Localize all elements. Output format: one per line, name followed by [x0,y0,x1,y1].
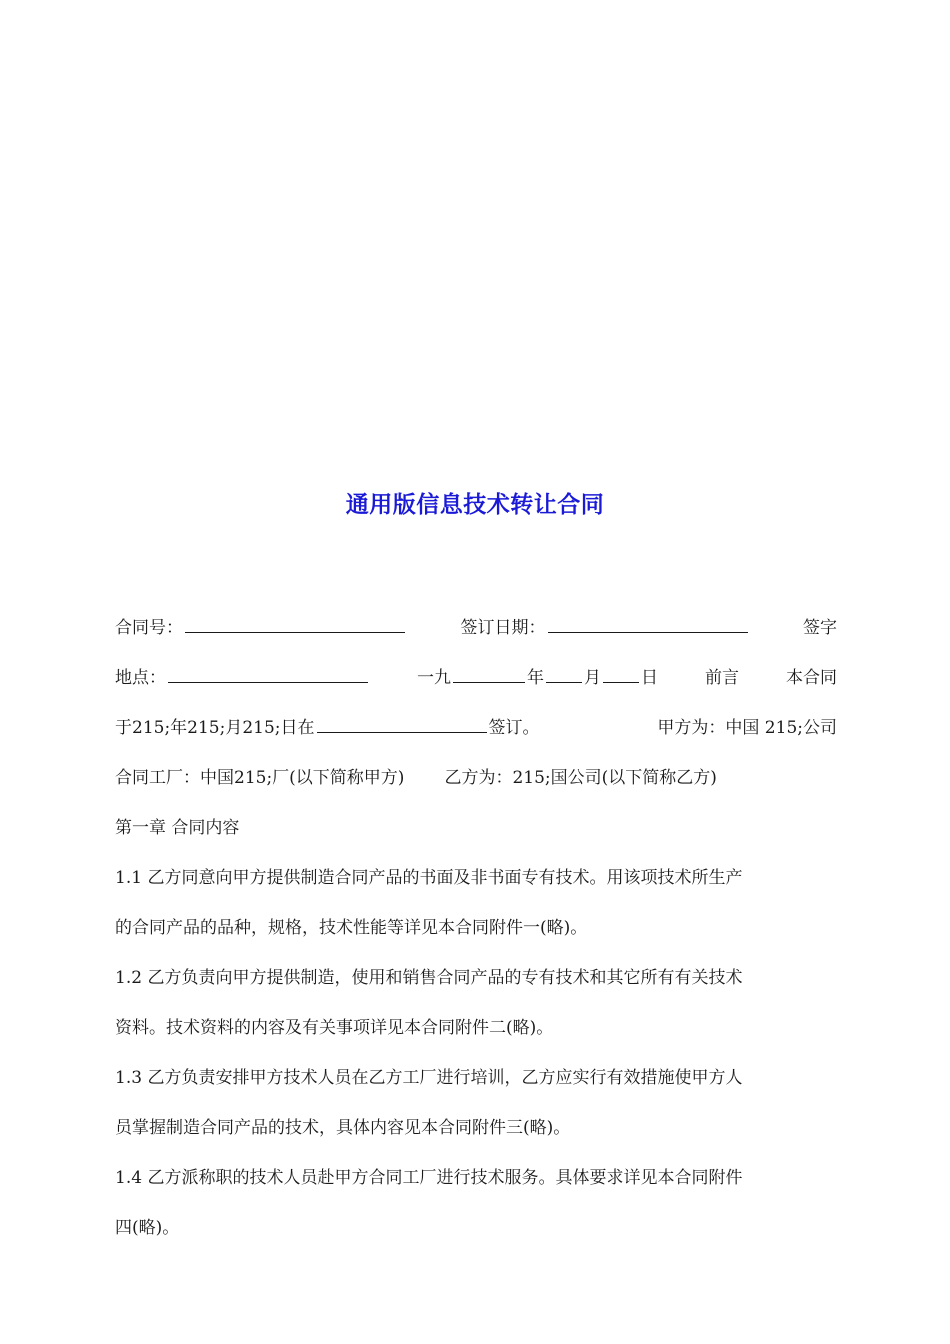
clause-1-3-line-1: 1.3 乙方负责安排甲方技术人员在乙方工厂进行培训，乙方应实行有效措施使甲方人 [115,1068,743,1088]
blank-underline [548,610,748,633]
party-a-text: 甲方为：中国 215;公司 [657,718,837,738]
party-b-text: 乙方为：215;国公司(以下简称乙方) [444,768,717,788]
this-contract-text: 本合同 [786,668,837,688]
party-a-factory-text: 合同工厂：中国215;厂(以下简称甲方) [115,768,405,788]
blank-underline [603,660,639,683]
date-blanks: 一九 年 月 日 [417,653,658,703]
document-title: 通用版信息技术转让合同 [345,492,605,518]
document-body [115,603,837,1253]
clause-1-4-line-1: 1.4 乙方派称职的技术人员赴甲方合同工厂进行技术服务。具体要求详见本合同附件 [115,1168,743,1188]
sign-place-field: 地点： [115,653,370,703]
preface-heading: 前言 [705,668,739,688]
contract-number-field: 合同号： [115,603,407,653]
clause-1-3-line-2: 员掌握制造合同产品的技术，具体内容见本合同附件三(略)。 [115,1118,571,1138]
line-place-date [115,653,837,703]
clause-1-1-line-1: 1.1 乙方同意向甲方提供制造合同产品的书面及非书面专有技术。用该项技术所生产 [115,868,743,888]
clause-1-2-line-2: 资料。技术资料的内容及有关事项详见本合同附件二(略)。 [115,1018,554,1038]
blank-underline [546,660,582,683]
sign-place-label-part1: 签字 [803,618,837,638]
clause-1-1-line-2: 的合同产品的品种，规格，技术性能等详见本合同附件一(略)。 [115,918,588,938]
line-party-a [115,703,837,753]
sign-date-field: 签订日期： [461,603,750,653]
line-contract-header [115,603,837,653]
clause-1-4-line-2: 四(略)。 [115,1218,180,1238]
clause-1-2-line-1: 1.2 乙方负责向甲方提供制造，使用和销售合同产品的专有技术和其它所有有关技术 [115,968,743,988]
blank-underline [453,660,525,683]
blank-underline [185,610,405,633]
line-party-b [115,753,837,803]
chapter-1-heading: 第一章 合同内容 [115,818,240,838]
blank-underline [317,710,487,733]
blank-underline [168,660,368,683]
sign-location-text: 于215;年215;月215;日在 签订。 [115,703,540,753]
